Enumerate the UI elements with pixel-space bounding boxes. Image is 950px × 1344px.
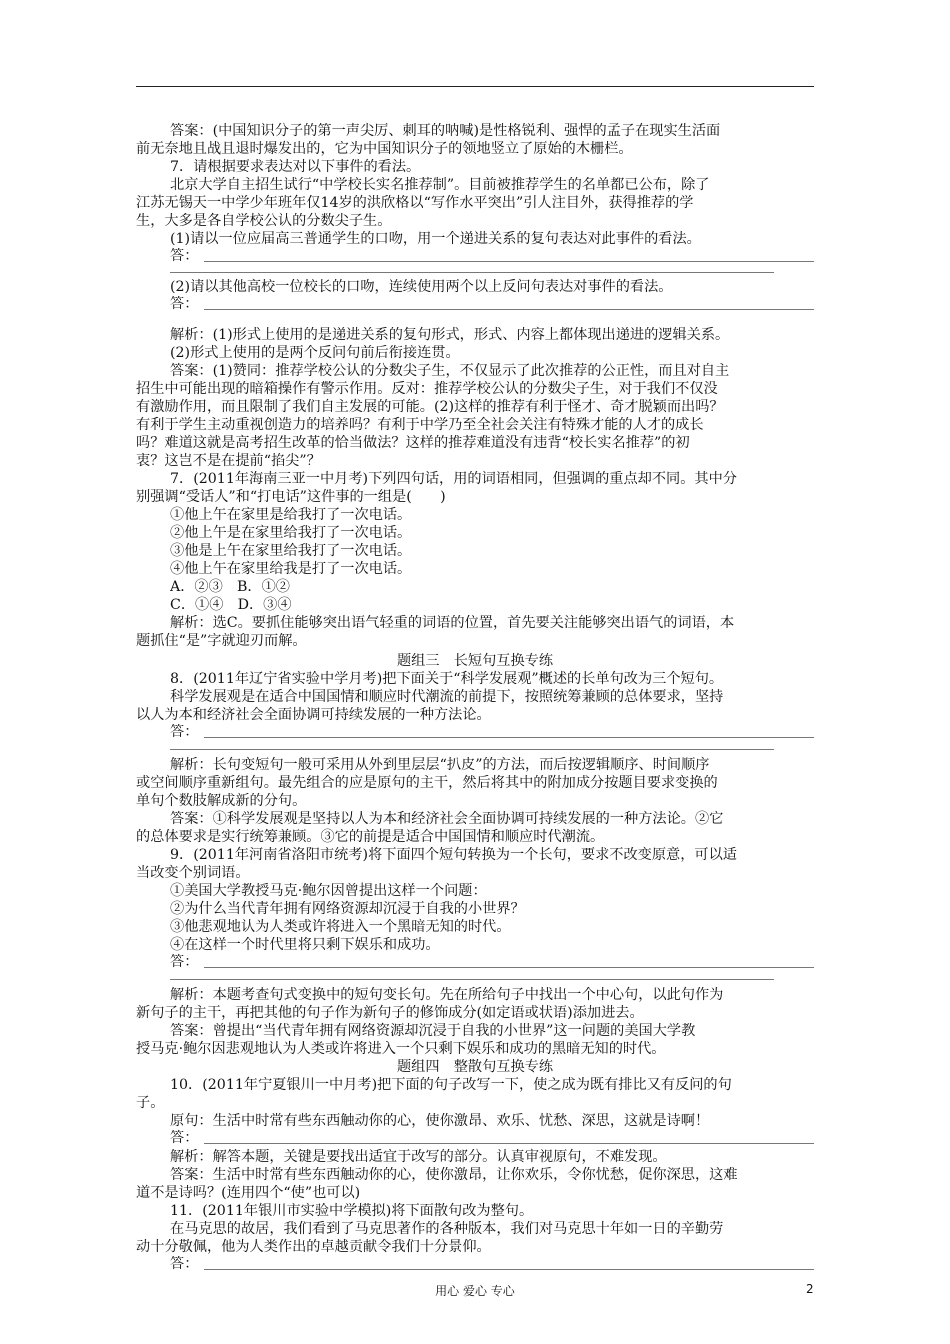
- section-heading: 题组三 长短句互换专练: [396, 653, 554, 669]
- text-line: (2)请以其他高校一位校长的口吻，连续使用两个以上反问句表达对事件的看法。: [170, 279, 673, 295]
- text-line: 或空间顺序重新组句。最先组合的应是原句的主干，然后将其中的附加成分按题目要求变换的: [136, 775, 718, 791]
- text-line: 别强调“受话人”和“打电话”这件事的一组是( ): [136, 489, 446, 505]
- section-heading: 题组四 整散句互换专练: [396, 1059, 554, 1075]
- text-line: 江苏无锡天一中学少年班年仅14岁的洪欣格以“写作水平突出”引人注目外，获得推荐的学: [136, 195, 694, 211]
- text-line: 在马克思的故居，我们看到了马克思著作的各种版本，我们对马克思十年如一日的辛勤劳: [170, 1221, 724, 1237]
- text-line: 动十分敬佩，他为人类作出的卓越贡献令我们十分景仰。: [136, 1239, 491, 1255]
- text-line: 有激励作用，而且限制了我们自主发展的可能。(2)这样的推荐有利于怪才、奇才脱颖而出吗？: [136, 399, 724, 415]
- text-line: 吗？难道这就是高考招生改革的恰当做法？这样的推荐难道没有违背“校长实名推荐”的初: [136, 435, 690, 451]
- question-title: 11．(2011年银川市实验中学模拟)将下面散句改为整句。: [170, 1203, 534, 1219]
- text-line: 以人为本和经济社会全面协调可持续发展的一种方法论。: [136, 707, 491, 723]
- text-line: 的总体要求是实行统筹兼顾。③它的前提是适合中国国情和顺应时代潮流。: [136, 829, 605, 845]
- text-line: 原句：生活中时常有些东西触动你的心，使你激昂、欢乐、忧愁、深思，这就是诗啊！: [170, 1113, 710, 1129]
- answer-field[interactable]: [170, 722, 814, 742]
- text-line: 科学发展观是在适合中国国情和顺应时代潮流的前提下，按照统筹兼顾的总体要求，坚持: [170, 689, 724, 705]
- choice-line: A．②③ B．①②: [170, 579, 290, 595]
- answer-field[interactable]: [170, 1128, 814, 1148]
- text-line: 招生中可能出现的暗箱操作有警示作用。反对：推荐学校公认的分数尖子生，对于我们不仅没: [136, 381, 718, 397]
- answer-label: 答：: [170, 1256, 199, 1272]
- answer-label: 答：: [170, 954, 199, 970]
- text-line: (1)请以一位应届高三普通学生的口吻，用一个递进关系的复句表达对此事件的看法。: [170, 231, 701, 247]
- option-line: ③他悲观地认为人类或许将进入一个黑暗无知的时代。: [170, 919, 511, 935]
- answer-rule-extra: [170, 979, 774, 980]
- question-title: 9．(2011年河南省洛阳市统考)将下面四个短句转换为一个长句，要求不改变原意，可以适: [170, 847, 737, 863]
- text-line: 有利于学生主动重视创造力的培养吗？有利于中学乃至全社会关注有特殊才能的人才的成长: [136, 417, 704, 433]
- text-line: 衷？这岂不是在提前“掐尖”？: [136, 453, 321, 469]
- answer-label: 答：: [170, 296, 199, 312]
- option-line: ①他上午在家里是给我打了一次电话。: [170, 507, 412, 523]
- answer-rule: [204, 261, 814, 262]
- option-line: ②为什么当代青年拥有网络资源却沉浸于自我的小世界？: [170, 901, 525, 917]
- text-line: 道不是诗吗？(连用四个“使”也可以): [136, 1185, 361, 1201]
- answer-label: 答：: [170, 724, 199, 740]
- answer-rule-extra: [170, 749, 774, 750]
- answer-line: 答案：生活中时常有些东西触动你的心，使你激昂，让你欢乐，令你忧愁，促你深思，这难: [170, 1167, 738, 1183]
- option-line: ①美国大学教授马克·鲍尔因曾提出这样一个问题：: [170, 883, 487, 899]
- question-title: 10．(2011年宁夏银川一中月考)把下面的句子改写一下，使之成为既有排比又有反问的句: [170, 1077, 732, 1093]
- text-line: 子。: [136, 1095, 165, 1111]
- answer-field[interactable]: [170, 952, 814, 972]
- text-line: 单句个数肢解成新的分句。: [136, 793, 307, 809]
- analysis-line: 解析：(1)形式上使用的是递进关系的复句形式，形式、内容上都体现出递进的逻辑关系。: [170, 327, 730, 343]
- analysis-line: 解析：长句变短句一般可采用从外到里层层“扒皮”的方法，而后按逻辑顺序、时间顺序: [170, 757, 710, 773]
- answer-rule: [204, 737, 814, 738]
- answer-rule: [204, 309, 814, 310]
- analysis-line: 解析：解答本题，关键是要找出适宜于改写的部分。认真审视原句，不难发现。: [170, 1149, 667, 1165]
- answer-label: 答：: [170, 1130, 199, 1146]
- analysis-line: 解析：本题考查句式变换中的短句变长句。先在所给句子中找出一个中心句，以此句作为: [170, 987, 724, 1003]
- choice-line: C．①④ D．③④: [170, 597, 292, 613]
- answer-rule: [204, 1143, 814, 1144]
- question-title: 7．(2011年海南三亚一中月考)下列四句话，用的词语相同，但强调的重点却不同。其中分: [170, 471, 737, 487]
- header-rule: [136, 86, 814, 87]
- answer-line: 答案：(1)赞同：推荐学校公认的分数尖子生，不仅显示了此次推荐的公正性，而且对自主: [170, 363, 730, 379]
- option-line: ③他是上午在家里给我打了一次电话。: [170, 543, 412, 559]
- answer-label: 答：: [170, 248, 199, 264]
- answer-rule-extra: [170, 272, 774, 273]
- answer-line: 答案：曾提出“当代青年拥有网络资源却沉浸于自我的小世界”这一问题的美国大学教: [170, 1023, 696, 1039]
- answer-rule: [204, 1269, 814, 1270]
- question-7-title: 7．请根据要求表达对以下事件的看法。: [170, 159, 421, 175]
- answer-field[interactable]: [170, 1254, 814, 1274]
- answer-line: 答案：①科学发展观是坚持以人为本和经济社会全面协调可持续发展的一种方法论。②它: [170, 811, 724, 827]
- option-line: ②他上午是在家里给我打了一次电话。: [170, 525, 412, 541]
- text-line: 北京大学自主招生试行“中学校长实名推荐制”。目前被推荐学生的名单都已公布，除了: [170, 177, 710, 193]
- page-number: 2: [806, 1282, 814, 1296]
- answer-rule: [204, 967, 814, 968]
- answer-field[interactable]: [170, 246, 814, 266]
- text-line: 当改变个别词语。: [136, 865, 250, 881]
- text-line: 授马克·鲍尔因悲观地认为人类或许将进入一个只剩下娱乐和成功的黑暗无知的时代。: [136, 1041, 666, 1057]
- text-line: 生，大多是各自学校公认的分数尖子生。: [136, 213, 392, 229]
- option-line: ④他上午在家里给我是打了一次电话。: [170, 561, 412, 577]
- answer-field[interactable]: [170, 294, 814, 314]
- text-line: 题抓住“是”字就迎刃而解。: [136, 633, 307, 649]
- question-title: 8．(2011年辽宁省实验中学月考)把下面关于“科学发展观”概述的长单句改为三个短句。: [170, 671, 724, 687]
- text-line: 答案：(中国知识分子的第一声尖厉、刺耳的呐喊)是性格锐利、强悍的孟子在现实生活面: [170, 123, 721, 139]
- option-line: ④在这样一个时代里将只剩下娱乐和成功。: [170, 937, 440, 953]
- text-line: (2)形式上使用的是两个反问句前后衔接连贯。: [170, 345, 460, 361]
- analysis-line: 解析：选C。要抓住能够突出语气轻重的词语的位置，首先要关注能够突出语气的词语，本: [170, 615, 735, 631]
- text-line: 前无奈地且战且退时爆发出的，它为中国知识分子的领地竖立了原始的木栅栏。: [136, 141, 633, 157]
- footer-text: 用心 爱心 专心: [435, 1284, 515, 1298]
- text-line: 新句子的主干，再把其他的句子作为新句子的修饰成分(如定语或状语)添加进去。: [136, 1005, 644, 1021]
